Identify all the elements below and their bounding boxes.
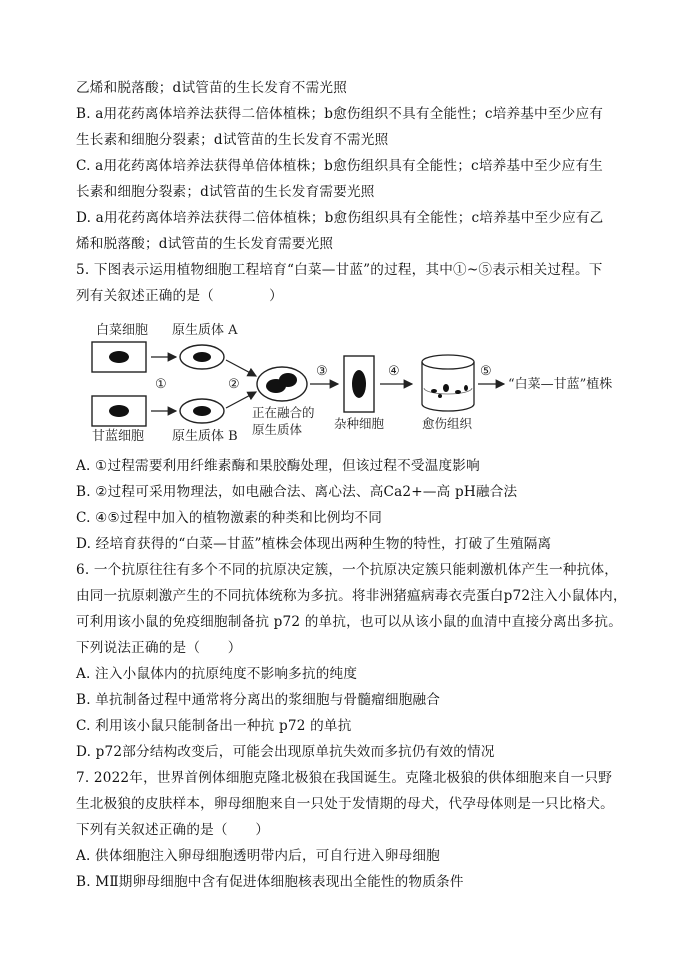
label-kale-cell: 甘蓝细胞: [92, 429, 145, 444]
q5-option-b: B. ②过程可采用物理法，如电融合法、离心法、高Ca2+—高 pH融合法: [76, 484, 518, 500]
q7-option-a: A. 供体细胞注入卵母细胞透明带内后，可自行进入卵母细胞: [76, 848, 440, 864]
question-7-stem-cont: 下列有关叙述正确的是（ ）: [76, 822, 270, 838]
q6-option-d: D. p72部分结构改变后，可能会出现原单抗失效而多抗仍有效的情况: [76, 744, 495, 760]
diagram-svg: [76, 312, 636, 452]
label-final-plant: “白菜—甘蓝”植株: [508, 377, 613, 392]
option-b: B. a用花药离体培养法获得二倍体植株；b愈伤组织不具有全能性；c培养基中至少应有: [76, 106, 604, 122]
label-protoplast-a: 原生质体 A: [172, 323, 238, 338]
question-5-stem: 5. 下图表示运用植物细胞工程培育“白菜—甘蓝”的过程，其中①~⑤表示相关过程。下: [76, 262, 603, 278]
culture-dish-shape: [422, 355, 474, 411]
question-6-stem-cont: 由同一抗原刺激产生的不同抗体统称为多抗。将非洲猪瘟病毒衣壳蛋白p72注入小鼠体内，: [76, 588, 627, 604]
step-3-label: ③: [316, 364, 328, 379]
step-5-label: ⑤: [480, 364, 492, 379]
question-6-stem: 6. 一个抗原往往有多个不同的抗原决定簇，一个抗原决定簇只能刺激机体产生一种抗体，: [76, 562, 619, 578]
option-c: C. a用花药离体培养法获得单倍体植株；b愈伤组织具有全能性；c培养基中至少应有生: [76, 158, 603, 174]
label-fusing-1: 正在融合的: [252, 405, 315, 420]
q6-option-a: A. 注入小鼠体内的抗原纯度不影响多抗的纯度: [76, 666, 358, 682]
q5-option-a: A. ①过程需要利用纤维素酶和果胶酶处理，但该过程不受温度影响: [76, 458, 480, 474]
step-4-label: ④: [388, 364, 400, 379]
q5-option-c: C. ④⑤过程中加入的植物激素的种类和比例均不同: [76, 510, 383, 526]
q5-option-d: D. 经培育获得的“白菜—甘蓝”植株会体现出两种生物的特性，打破了生殖隔离: [76, 536, 552, 552]
q7-option-b: B. MⅡ期卵母细胞中含有促进体细胞核表现出全能性的物质条件: [76, 874, 464, 890]
q6-option-c: C. 利用该小鼠只能制备出一种抗 p72 的单抗: [76, 718, 352, 734]
question-7-stem-cont: 生北极狼的皮肤样本，卵母细胞来自一只处于发情期的母犬，代孕母体则是一只比格犬。: [76, 796, 614, 812]
option-d: D. a用花药离体培养法获得二倍体植株；b愈伤组织具有全能性；c培养基中至少应有乙: [76, 210, 604, 226]
step-1-label: ①: [155, 377, 167, 392]
kale-cell-shape: [92, 396, 146, 426]
label-cabbage-cell: 白菜细胞: [96, 323, 149, 338]
label-protoplast-b: 原生质体 B: [172, 429, 238, 444]
fusing-protoplasts-shape: [257, 367, 307, 401]
text-line: 长素和细胞分裂素；d试管苗的生长发育需要光照: [76, 184, 375, 200]
cell-fusion-diagram: [76, 312, 636, 452]
step-2-label: ②: [228, 377, 240, 392]
question-6-stem-cont: 下列说法正确的是（ ）: [76, 640, 242, 656]
label-hybrid-cell: 杂种细胞: [334, 416, 385, 431]
protoplast-b-shape: [180, 399, 224, 423]
question-7-stem: 7. 2022年，世界首例体细胞克隆北极狼在我国诞生。克隆北极狼的供体细胞来自一只野: [76, 770, 613, 786]
q6-option-b: B. 单抗制备过程中通常将分离出的浆细胞与骨髓瘤细胞融合: [76, 692, 441, 708]
hybrid-cell-shape: [344, 356, 374, 412]
text-line: 乙烯和脱落酸；d试管苗的生长发育不需光照: [76, 80, 347, 96]
label-fusing-2: 原生质体: [252, 422, 303, 437]
question-5-stem-cont: 列有关叙述正确的是（ ）: [76, 288, 283, 304]
text-line: 生长素和细胞分裂素；d试管苗的生长发育不需光照: [76, 132, 389, 148]
protoplast-a-shape: [180, 345, 224, 369]
text-line: 烯和脱落酸；d试管苗的生长发育需要光照: [76, 236, 334, 252]
question-6-stem-cont: 可利用该小鼠的免疫细胞制备抗 p72 的单抗，也可以从该小鼠的血清中直接分离出多抗。: [76, 614, 623, 630]
cabbage-cell-shape: [92, 342, 146, 372]
label-callus: 愈伤组织: [422, 416, 473, 431]
